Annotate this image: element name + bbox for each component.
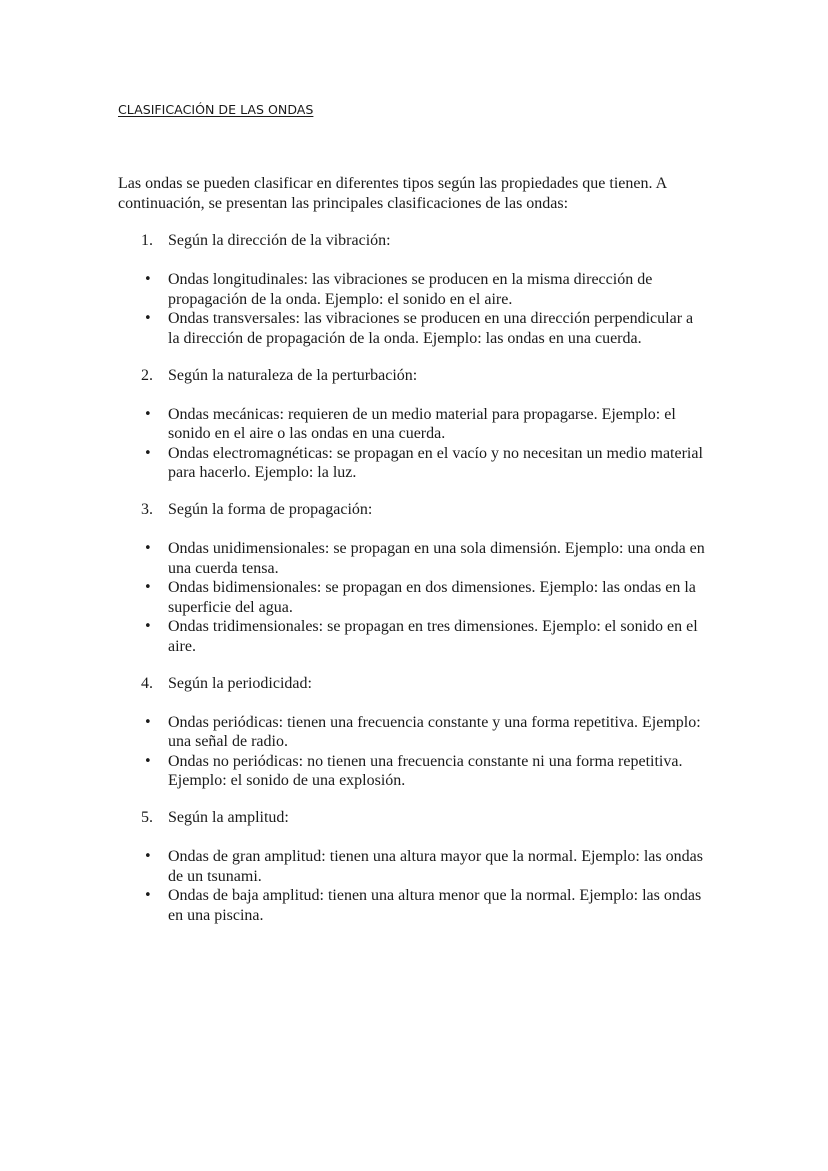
bullet-list (0, 713, 828, 791)
bullet-icon: • (144, 272, 152, 287)
section-number: 3. (141, 501, 153, 518)
list-item (0, 886, 708, 925)
bullet-icon: • (144, 619, 152, 634)
bullet-text: Ondas de gran amplitud: tienen una altura mayor que la normal. Ejemplo: las ondas de un tsunami. (168, 848, 703, 885)
section-heading-text: Según la periodicidad: (168, 674, 312, 692)
classification-section (0, 366, 828, 483)
list-item (0, 617, 708, 656)
bullet-icon: • (144, 849, 152, 864)
classification-section (0, 808, 828, 925)
list-item (0, 847, 708, 886)
classification-section (0, 674, 828, 791)
classification-section (0, 231, 828, 348)
section-heading-text: Según la dirección de la vibración: (168, 232, 391, 249)
list-item (0, 578, 708, 617)
list-item (0, 752, 708, 791)
section-heading (0, 231, 828, 251)
bullet-icon: • (144, 406, 152, 422)
bullet-text: Ondas bidimensionales: se propagan en dos dimensiones. Ejemplo: las ondas en la superficie del agua. (168, 579, 696, 616)
bullet-text: Ondas periódicas: tienen una frecuencia constante y una forma repetitiva. Ejemplo: una señal de radio. (168, 713, 701, 750)
bullet-list (0, 270, 828, 348)
bullet-text: Ondas unidimensionales: se propagan en una sola dimensión. Ejemplo: una onda en una cuerda tensa. (168, 540, 705, 577)
section-number: 4. (141, 674, 153, 692)
classification-sections (0, 231, 828, 943)
bullet-icon: • (144, 311, 152, 326)
bullet-icon: • (144, 445, 152, 461)
bullet-text: Ondas longitudinales: las vibraciones se producen en la misma dirección de propagación de la onda. Ejemplo: el sonido en el aire. (168, 271, 653, 308)
bullet-text: Ondas mecánicas: requieren de un medio material para propagarse. Ejemplo: el sonido en el aire o las ondas en una cuerda. (168, 405, 676, 442)
section-heading-text: Según la forma de propagación: (168, 501, 373, 518)
list-item (0, 270, 708, 309)
bullet-text: Ondas electromagnéticas: se propagan en el vacío y no necesitan un medio material para hacerlo. Ejemplo: la luz. (168, 444, 703, 481)
intro-paragraph: Las ondas se pueden clasificar en diferentes tipos según las propiedades que tienen. A continuación, se presentan las principales clasificaciones de las ondas: (118, 175, 667, 212)
list-item (0, 444, 708, 483)
section-heading-text: Según la amplitud: (168, 809, 289, 826)
bullet-text: Ondas de baja amplitud: tienen una altura menor que la normal. Ejemplo: las ondas en una piscina. (168, 887, 702, 924)
bullet-icon: • (144, 714, 152, 730)
classification-section (0, 500, 828, 656)
list-item (0, 713, 708, 752)
bullet-list (0, 539, 828, 656)
section-heading (0, 674, 828, 694)
section-heading (0, 500, 828, 520)
list-item (0, 539, 708, 578)
bullet-list (0, 847, 828, 925)
bullet-list (0, 405, 828, 483)
bullet-icon: • (144, 753, 152, 769)
bullet-text: Ondas transversales: las vibraciones se producen en una dirección perpendicular a la dirección de propagación de la onda. Ejemplo: las ondas en una cuerda. (168, 310, 694, 347)
section-heading (0, 366, 828, 386)
bullet-icon: • (144, 888, 152, 903)
section-heading (0, 808, 828, 828)
list-item (0, 405, 708, 444)
section-heading-text: Según la naturaleza de la perturbación: (168, 366, 418, 384)
section-number: 5. (141, 809, 153, 826)
list-item (0, 309, 708, 348)
section-number: 1. (141, 232, 153, 249)
bullet-text: Ondas no periódicas: no tienen una frecuencia constante ni una forma repetitiva. Ejemplo: el sonido de una explosión. (168, 752, 683, 789)
bullet-text: Ondas tridimensionales: se propagan en tres dimensiones. Ejemplo: el sonido en el aire. (168, 618, 698, 655)
bullet-icon: • (144, 541, 152, 556)
section-number: 2. (141, 366, 153, 384)
bullet-icon: • (144, 580, 152, 595)
document-title: CLASIFICACIÓN DE LAS ONDAS (118, 102, 314, 117)
